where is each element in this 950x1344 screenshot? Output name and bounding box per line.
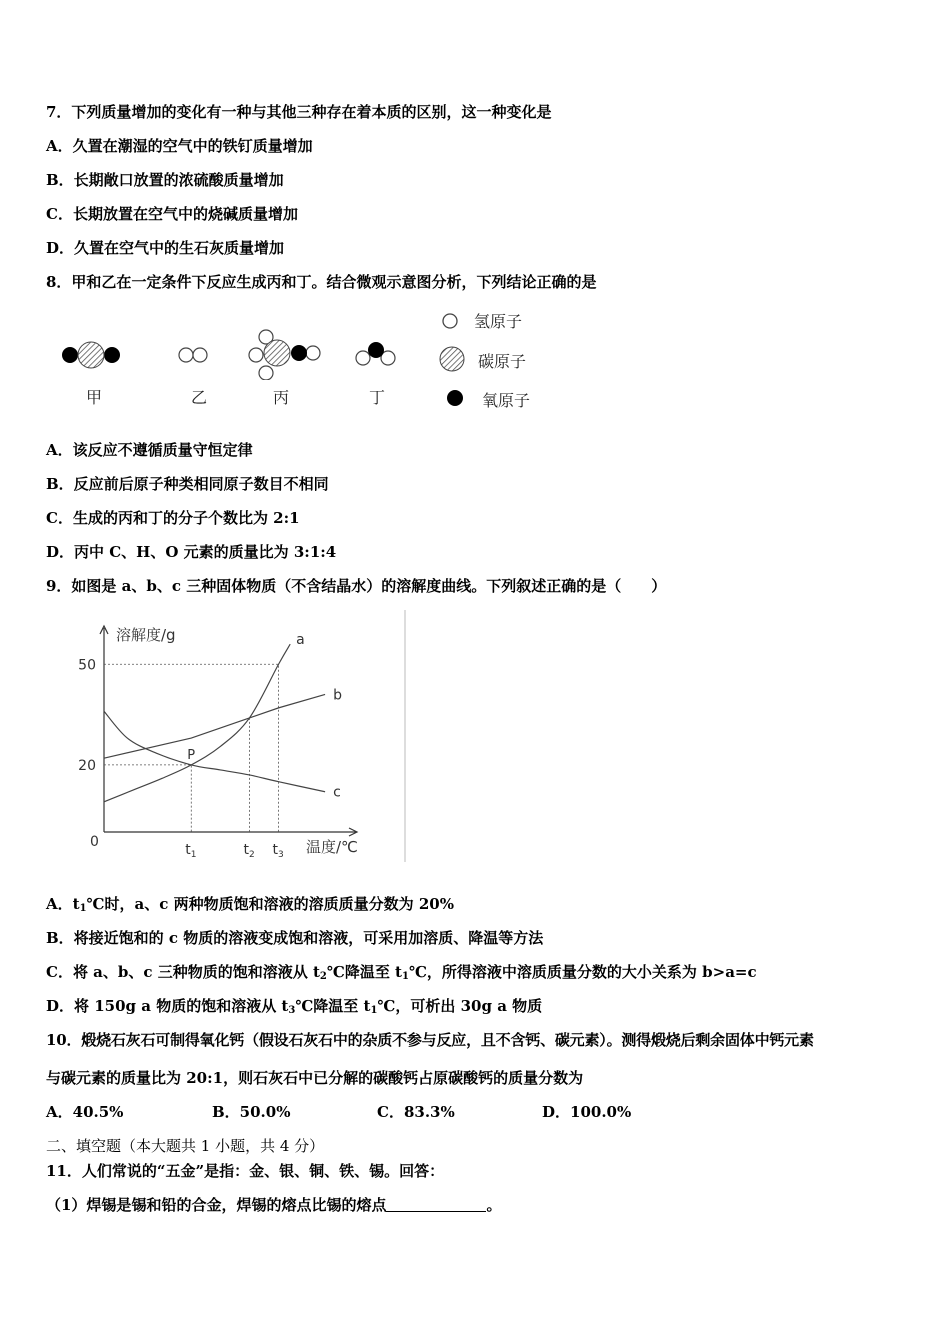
q8-option-a: A．该反应不遵循质量守恒定律 — [46, 441, 253, 459]
q10-stem-line2: 与碳元素的质量比为 20:1，则石灰石中已分解的碳酸钙占原碳酸钙的质量分数为 — [46, 1069, 584, 1087]
y-tick-label-50: 50 — [78, 657, 96, 674]
q8-option-d: D．丙中 C、H、O 元素的质量比为 3:1:4 — [46, 543, 337, 561]
q8-stem: 8．甲和乙在一定条件下反应生成丙和丁。结合微观示意图分析，下列结论正确的是 — [46, 273, 597, 291]
q9-d-text3: ℃，可析出 30g a 物质 — [377, 997, 543, 1015]
series-b-line — [104, 694, 325, 758]
q9-option-a — [46, 894, 454, 919]
q11-part1 — [46, 1195, 501, 1215]
q9-d-text1: D．将 150g a 物质的饱和溶液从 t — [46, 997, 289, 1015]
molecule-label-yi: 乙 — [191, 388, 208, 407]
q9-option-d — [46, 996, 542, 1021]
q10-option-d: D．100.0% — [542, 1103, 632, 1121]
section-heading: 二、填空题（本大题共 1 小题，共 4 分） — [46, 1137, 325, 1155]
q11-part1-text: （1）焊锡是锡和铅的合金，焊锡的熔点比锡的熔点 — [46, 1196, 387, 1214]
q9-stem: 9．如图是 a、b、c 三种固体物质（不含结晶水）的溶解度曲线。下列叙述正确的是（ ） — [46, 577, 667, 595]
q9-a-text2: ℃时，a、c 两种物质饱和溶液的溶质质量分数为 20% — [86, 895, 454, 913]
origin-label: 0 — [90, 834, 99, 850]
q11-stem: 11．人们常说的“五金”是指：金、银、铜、铁、锡。回答： — [46, 1162, 445, 1180]
q10-option-b: B．50.0% — [212, 1103, 291, 1121]
q9-d-sub1: 3 — [288, 1005, 296, 1016]
molecule-diagram — [50, 320, 350, 380]
q9-c-text2: ℃降温至 t — [326, 963, 402, 981]
x-tick-sub-1: 1 — [190, 850, 197, 860]
q9-c-sub2: 1 — [401, 971, 409, 982]
q9-c-text1: C．将 a、b、c 三种物质的饱和溶液从 t — [46, 963, 320, 981]
x-tick-label-3: $t_3$ — [272, 842, 284, 860]
q9-c-sub1: 2 — [319, 971, 327, 982]
y-tick-label-20: 20 — [78, 757, 96, 774]
series-c-label: c — [333, 784, 341, 801]
legend-carbon-icon — [438, 345, 468, 375]
q10-option-a: A．40.5% — [46, 1103, 124, 1121]
q11-part1-end: 。 — [486, 1196, 502, 1214]
q9-d-text2: ℃降温至 t — [295, 997, 371, 1015]
q10-stem-line1: 10．煅烧石灰石可制得氧化钙（假设石灰石中的杂质不参与反应，且不含钙、碳元素）。测得煅烧后剩余固体中钙元素 — [46, 1031, 814, 1049]
x-tick-label-1: $t_1$ — [185, 842, 197, 860]
x-tick-label-2: $t_2$ — [243, 842, 255, 860]
x-axis-label: 温度/℃ — [306, 838, 358, 856]
q10-option-c: C．83.3% — [377, 1103, 455, 1121]
series-a-label: a — [296, 632, 305, 649]
molecule-bing — [249, 330, 320, 380]
q9-option-b: B．将接近饱和的 c 物质的溶液变成饱和溶液，可采用加溶质、降温等方法 — [46, 929, 544, 947]
q7-stem: 7．下列质量增加的变化有一种与其他三种存在着本质的区别，这一种变化是 — [46, 103, 552, 121]
molecule-label-bing: 丙 — [273, 388, 290, 407]
molecule-label-ding: 丁 — [369, 388, 386, 407]
molecule-label-jia: 甲 — [86, 388, 103, 407]
guide-p — [104, 765, 191, 832]
molecule-jia — [62, 342, 120, 368]
answer-blank[interactable] — [386, 1197, 486, 1212]
legend-hydrogen-label: 氢原子 — [474, 312, 523, 331]
legend-hydrogen-icon — [440, 311, 460, 331]
q9-c-text3: ℃，所得溶液中溶质质量分数的大小关系为 b>a=c — [408, 963, 757, 981]
y-axis-label: 溶解度/g — [116, 626, 176, 644]
x-tick-sub-2: 2 — [248, 850, 255, 860]
x-tick-sub-3: 3 — [278, 850, 284, 860]
q7-option-c: C．长期放置在空气中的烧碱质量增加 — [46, 205, 298, 223]
molecule-yi — [179, 348, 207, 362]
q9-option-c — [46, 962, 757, 987]
legend-oxygen-label: 氧原子 — [482, 391, 531, 410]
q9-a-text1: A．t — [46, 895, 80, 913]
q7-option-b: B．长期敞口放置的浓硫酸质量增加 — [46, 171, 284, 189]
q9-d-sub2: 1 — [370, 1005, 378, 1016]
legend-carbon-label: 碳原子 — [478, 352, 527, 371]
series-b-label: b — [333, 687, 342, 704]
q8-option-c: C．生成的丙和丁的分子个数比为 2:1 — [46, 509, 300, 527]
q7-option-d: D．久置在空气中的生石灰质量增加 — [46, 239, 285, 257]
point-p-label: P — [187, 747, 196, 763]
q9-a-sub: 1 — [79, 903, 87, 914]
molecule-ding — [350, 338, 400, 372]
q7-option-a: A．久置在潮湿的空气中的铁钉质量增加 — [46, 137, 313, 155]
q8-option-b: B．反应前后原子种类相同原子数目不相同 — [46, 475, 329, 493]
q10-options — [46, 1102, 646, 1122]
solubility-chart — [60, 610, 415, 865]
legend-oxygen-icon — [445, 388, 465, 408]
